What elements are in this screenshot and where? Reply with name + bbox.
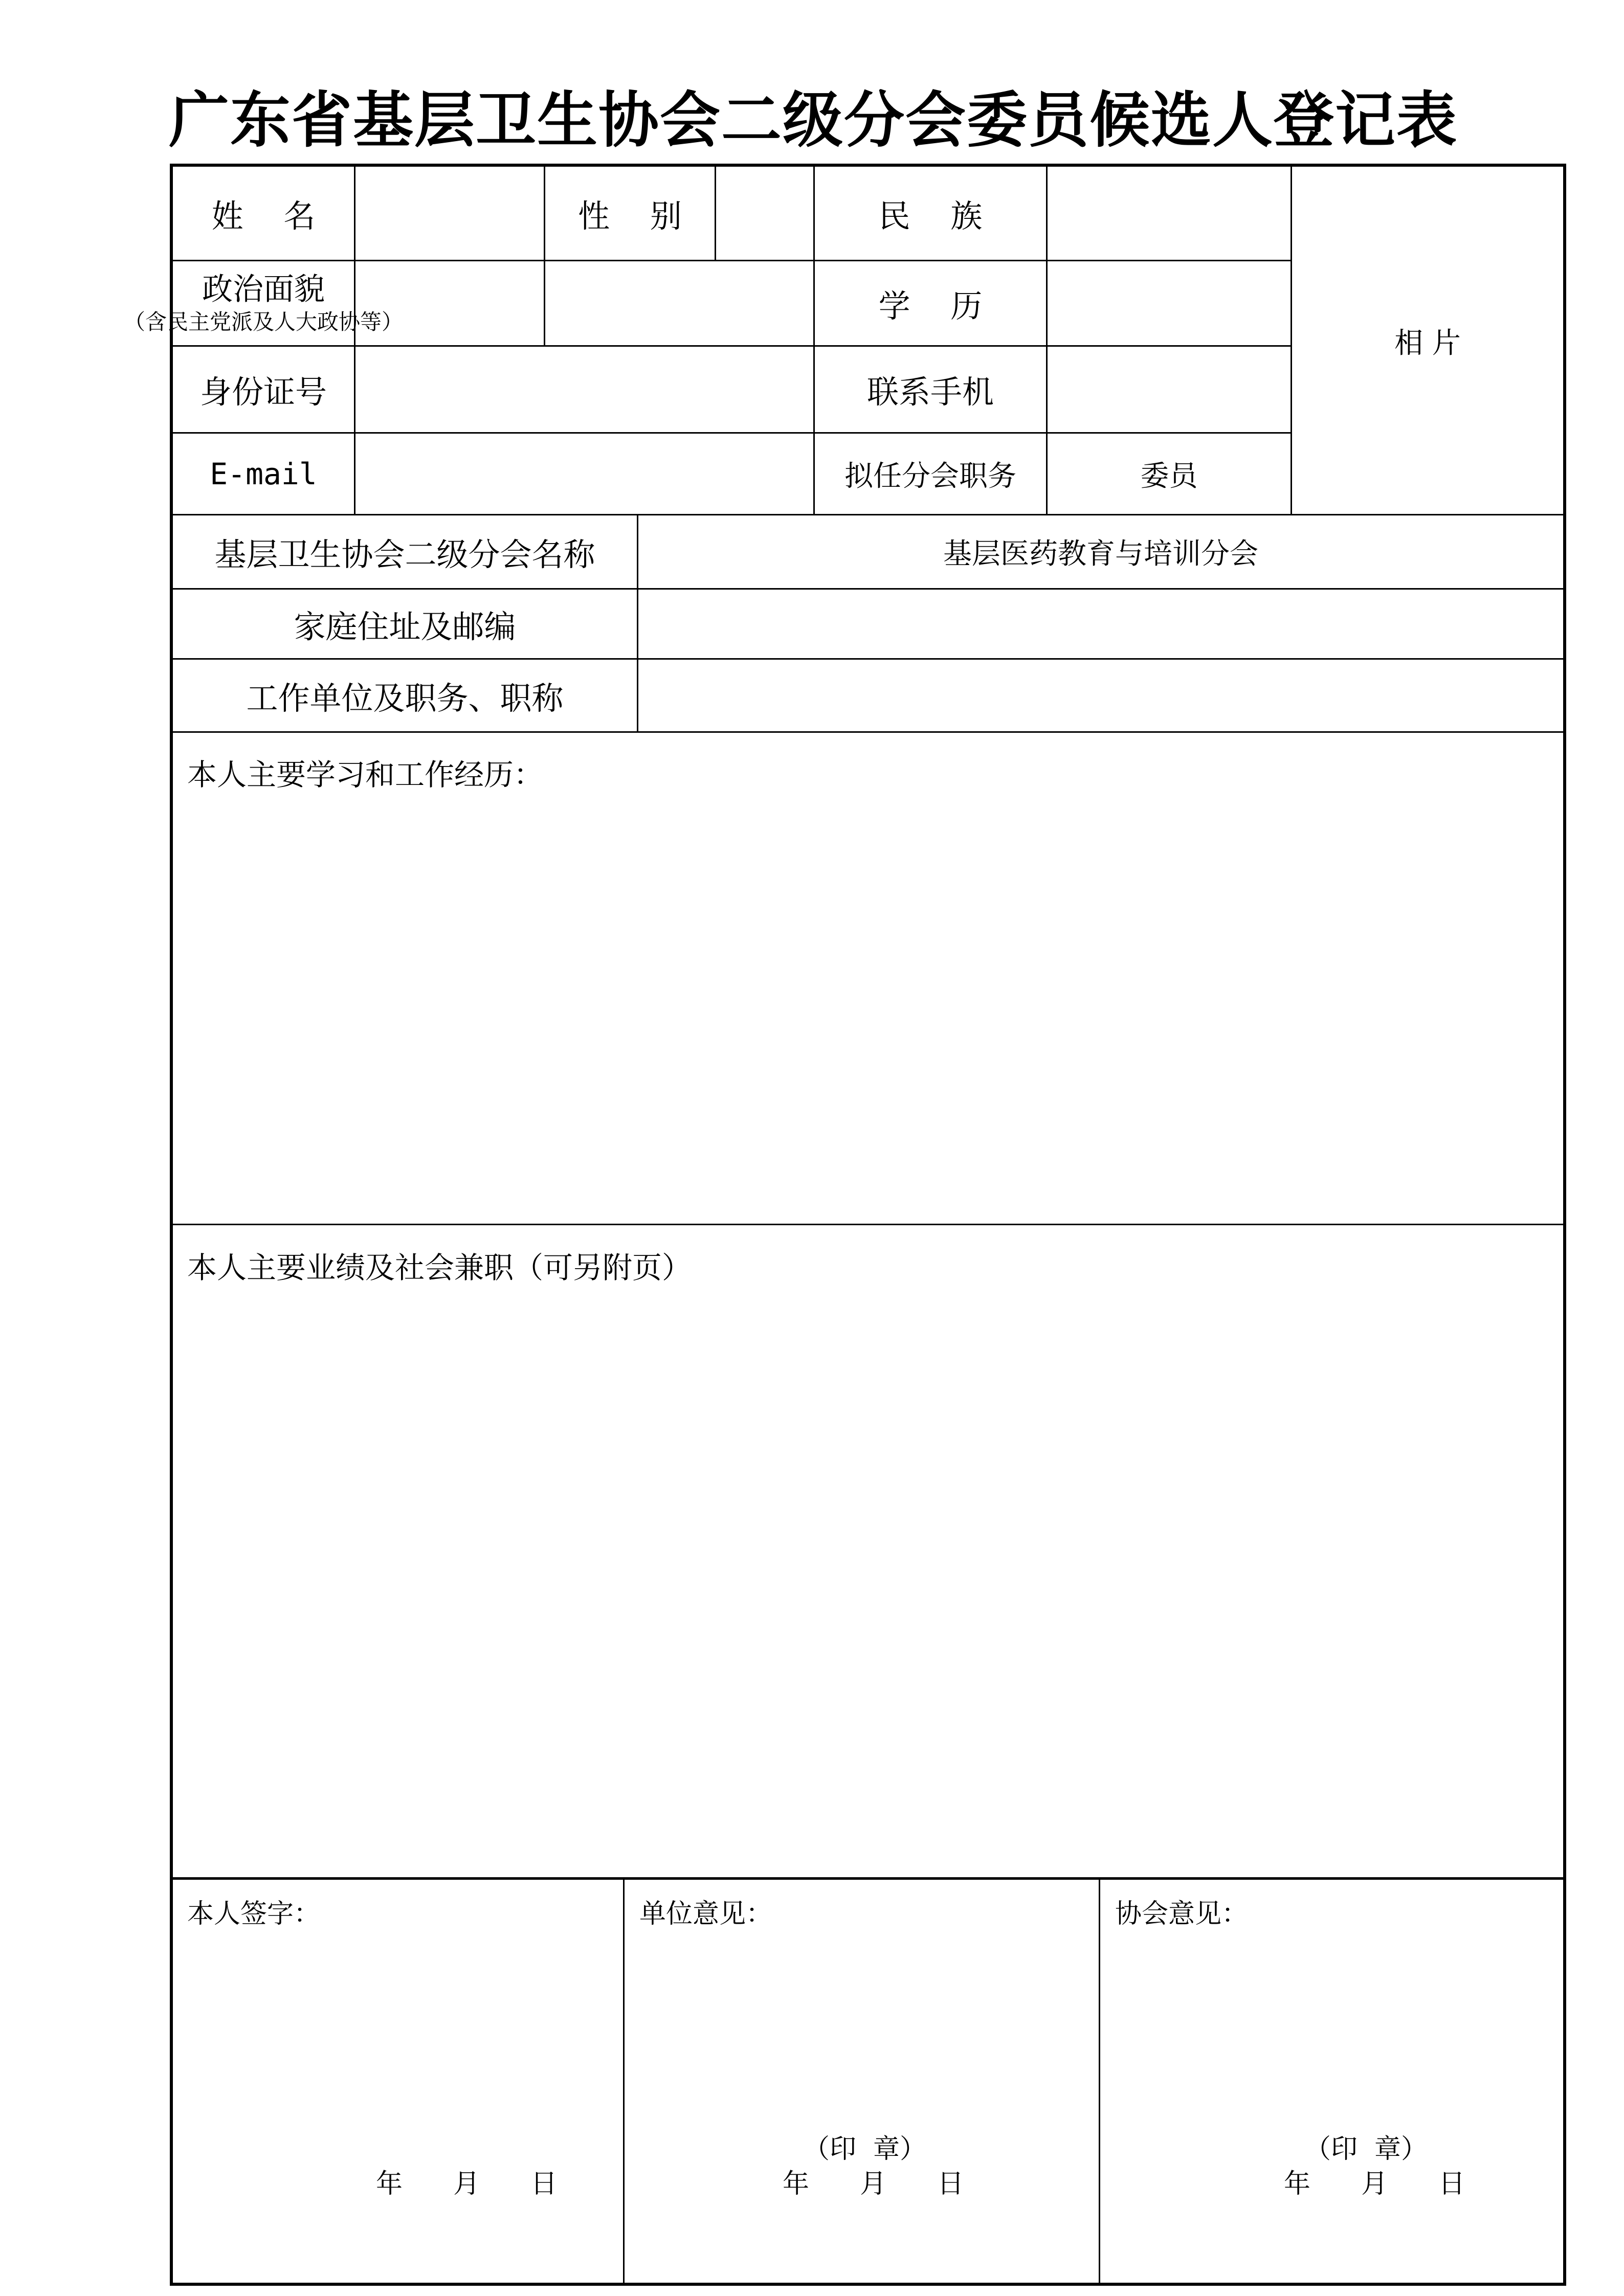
id-label: 身份证号: [199, 373, 327, 411]
assoc-opinion-label: 协会意见：: [1115, 1899, 1249, 1929]
row-divider: [171, 1224, 1565, 1225]
achievements-label: 本人主要业绩及社会兼职（可另附页）: [187, 1250, 692, 1285]
unit-opinion-label: 单位意见：: [639, 1899, 773, 1929]
self-date: 年 月 日: [376, 2169, 558, 2199]
name-label: 姓 名: [211, 197, 316, 235]
politics-field[interactable]: [355, 261, 813, 345]
experience-area[interactable]: [173, 798, 1563, 1222]
name-field[interactable]: [355, 167, 544, 260]
self-signature-label: 本人签字：: [187, 1899, 321, 1929]
achievements-area[interactable]: [173, 1294, 1563, 1876]
unit-seal: （印 章）: [803, 2134, 927, 2165]
post-label: 拟任分会职务: [844, 459, 1016, 493]
col-divider: [1099, 1879, 1100, 2283]
education-label: 学 历: [878, 287, 983, 325]
row-divider: [171, 731, 1565, 733]
phone-field[interactable]: [1048, 347, 1291, 432]
page-title: 广东省基层卫生协会二级分会委员候选人登记表: [169, 85, 1458, 155]
politics-label: 政治面貌: [202, 272, 325, 308]
branch-label: 基层卫生协会二级分会名称: [214, 535, 595, 573]
photo-area[interactable]: 相 片: [1394, 327, 1461, 360]
gender-label: 性 别: [578, 197, 682, 235]
email-field[interactable]: [355, 434, 813, 514]
work-label: 工作单位及职务、职称: [246, 679, 564, 717]
education-field[interactable]: [1048, 261, 1291, 345]
assoc-date: 年 月 日: [1284, 2169, 1465, 2199]
unit-date: 年 月 日: [783, 2169, 964, 2199]
politics-label-cell: [124, 261, 404, 345]
unit-opinion-area[interactable]: [625, 1933, 1098, 2137]
row-divider: [171, 1877, 1565, 1880]
address-label: 家庭住址及邮编: [294, 607, 516, 645]
post-value[interactable]: 委员: [1140, 459, 1198, 493]
ethnicity-label: 民 族: [878, 197, 983, 235]
self-signature-area[interactable]: [173, 1933, 622, 2189]
branch-value[interactable]: 基层医药教育与培训分会: [943, 537, 1258, 571]
experience-label: 本人主要学习和工作经历：: [187, 757, 544, 792]
assoc-seal: （印 章）: [1304, 2134, 1428, 2165]
ethnicity-field[interactable]: [1048, 167, 1291, 260]
phone-label: 联系手机: [866, 373, 994, 411]
id-field[interactable]: [355, 347, 813, 432]
gender-field[interactable]: [716, 167, 813, 260]
politics-note: （含民主党派及人大政协等）: [124, 309, 404, 335]
email-label: E-mail: [210, 456, 317, 491]
address-field[interactable]: [638, 590, 1563, 658]
assoc-opinion-area[interactable]: [1101, 1933, 1563, 2137]
work-field[interactable]: [638, 660, 1563, 731]
col-divider: [623, 1879, 625, 2283]
